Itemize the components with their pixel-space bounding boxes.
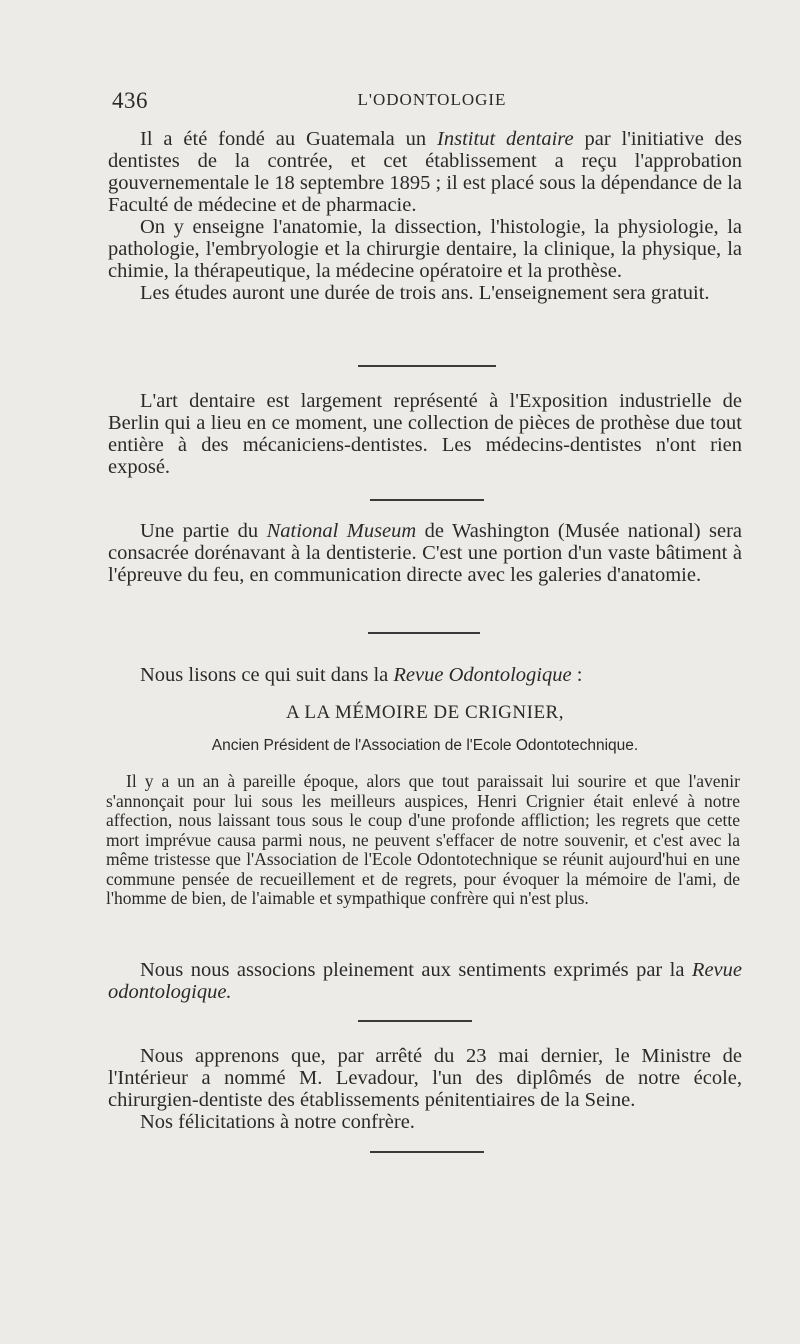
paragraph: Nos félicitations à notre confrère. [140, 1111, 415, 1133]
paragraph: On y enseigne l'anatomie, la dissection, l'histologie, la physiologie, la pathologie, l'embryologie et la chirurgie dentaire, la clinique, la physique, la chimie, la thérapeutique, la médecine opératoire et la prothèse. [108, 216, 742, 282]
section-washington [108, 520, 742, 586]
italic-term: Revue odontologique. [108, 959, 742, 1003]
section-guatemala [108, 128, 742, 304]
section-divider [358, 365, 496, 367]
text-run: par l'initiative des dentistes de la contrée, et cet établissement a reçu l'approbation gouvernementale le 18 septembre 1895 ; il est placé sous la dépendance de la Faculté de médecine et de pharmacie. [108, 128, 743, 216]
running-head: L'ODONTOLOGIE [357, 90, 507, 109]
paragraph [108, 128, 742, 216]
text-run: Il a été fondé au Guatemala un [140, 128, 427, 150]
memorial-title: A LA MÉMOIRE DE CRIGNIER, [286, 702, 564, 723]
section-levadour [108, 1045, 742, 1133]
memorial-body [106, 772, 740, 909]
paragraph: Les études auront une durée de trois ans. L'enseignement sera gratuit. [140, 282, 710, 304]
page-number: 436 [112, 88, 148, 113]
paragraph: Nous apprenons que, par arrêté du 23 mai dernier, le Ministre de l'Intérieur a nommé M. Levadour, l'un des diplômés de notre école, chirurgien-dentiste des établissements pénitentiaires de la Seine. [108, 1045, 742, 1111]
paragraph [108, 959, 742, 1003]
text-run: de Washington (Musée national) sera consacrée dorénavant à la dentisterie. C'est une portion d'un vaste bâtiment à l'épreuve du feu, en communication directe avec les galeries d'anatomie. [108, 520, 743, 586]
crignier-closing [108, 959, 742, 1003]
section-divider [370, 1151, 484, 1153]
section-berlin [108, 390, 742, 478]
crignier-intro [108, 664, 742, 686]
italic-term: Institut dentaire [437, 128, 574, 150]
paragraph: Il y a un an à pareille époque, alors que tout paraissait lui sourire et que l'avenir s'annonçait pour lui sous les meilleurs auspices, Henri Crignier était enlevé à notre affection, nous laissant tous sous le coup d'une profonde affliction; les regrets que cette mort imprévue causa parmi nous, ne peuvent s'effacer de notre souvenir, et c'est avec la même tristesse que l'Association de l'Ecole Odontotechnique se réunit aujourd'hui en une commune pensée de recueillement et de regrets, pour évoquer la mémoire de l'ami, de l'homme de bien, de l'aimable et sympathique confrère qui n'est plus. [106, 771, 740, 908]
paragraph [108, 520, 742, 586]
italic-term: Revue Odontologique [393, 664, 572, 686]
text-run: Nous lisons ce qui suit dans la [140, 664, 389, 686]
section-divider [370, 499, 484, 501]
text-run: : [576, 664, 583, 686]
text-run: Nous nous associons pleinement aux sentiments exprimés par la [140, 959, 685, 981]
italic-term: National Museum [266, 520, 417, 542]
section-divider [358, 1020, 472, 1022]
memorial-subtitle: Ancien Président de l'Association de l'Ecole Odontotechnique. [211, 737, 639, 754]
section-divider [368, 632, 480, 634]
paragraph: L'art dentaire est largement représenté à l'Exposition industrielle de Berlin qui a lieu en ce moment, une collection de pièces de prothèse due tout entière à des mécaniciens-dentistes. Les médecins-dentistes n'ont rien exposé. [108, 390, 742, 478]
paragraph [108, 664, 742, 686]
page-header [112, 88, 752, 118]
text-run: Une partie du [140, 520, 259, 542]
